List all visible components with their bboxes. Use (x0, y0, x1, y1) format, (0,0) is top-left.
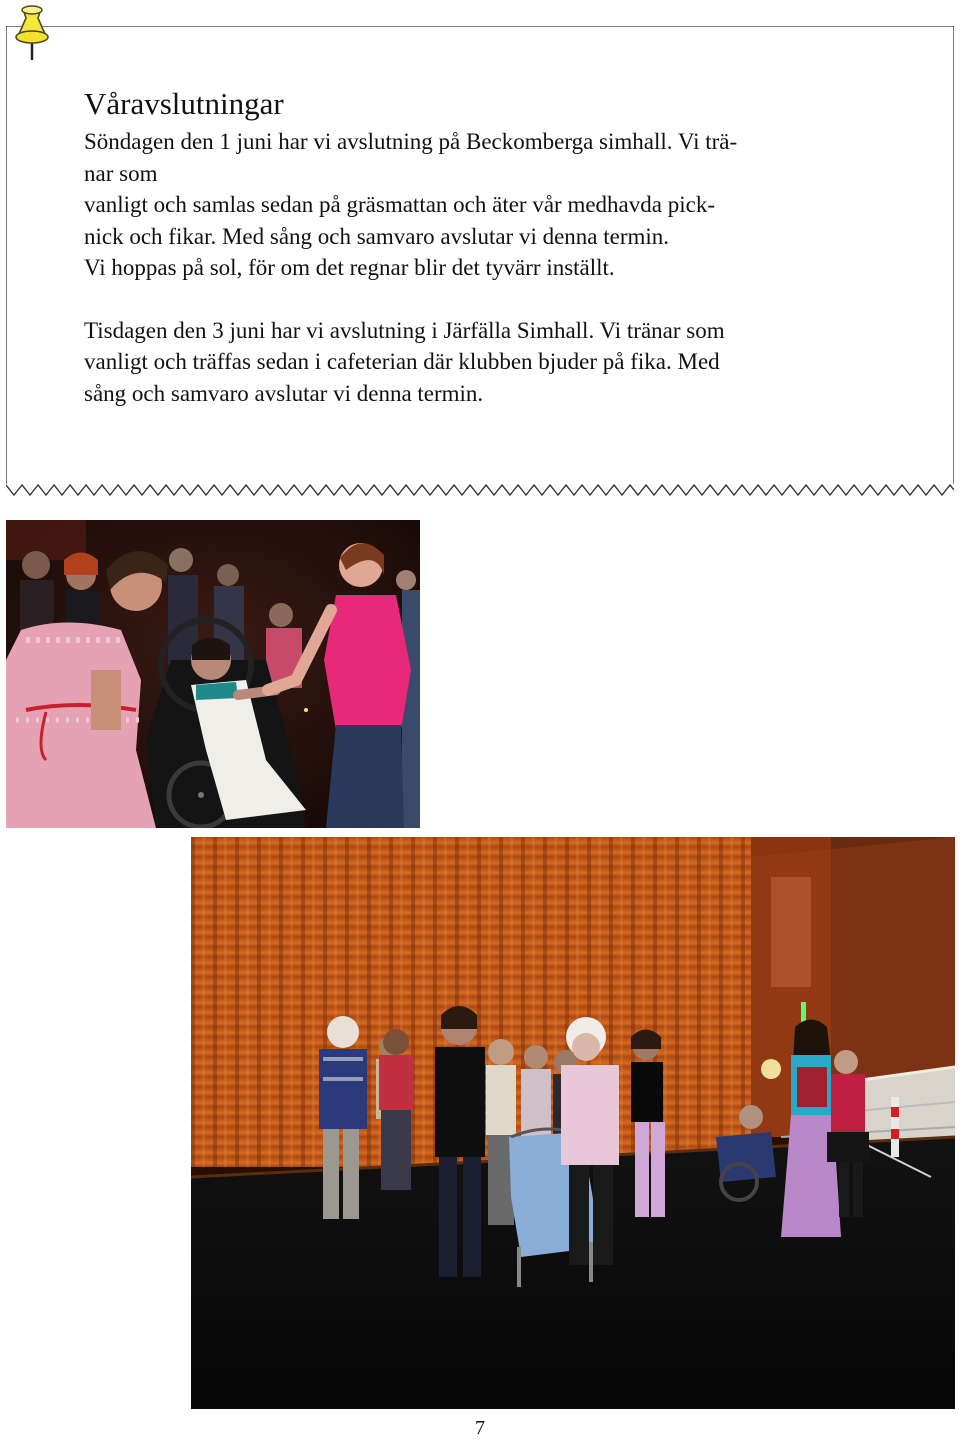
text-line: Vi hoppas på sol, för om det regnar blir det tyvärr inställt. (84, 255, 615, 280)
text-line: Tisdagen den 3 juni har vi avslutning i Järfälla Simhall. Vi tränar som (84, 317, 725, 343)
stage-gathering-photo (191, 837, 955, 1409)
note-content (84, 86, 884, 409)
text-line: nick och fikar. Med sång och samvaro avslutar vi denna termin. (84, 223, 670, 249)
pinned-note (6, 26, 954, 496)
pushpin-icon (10, 4, 52, 62)
text-line: sång och samvaro avslutar vi denna termin. (84, 380, 484, 406)
text-line: vanligt och träffas sedan i cafeterian där klubben bjuder på fika. Med (84, 349, 720, 374)
dance-party-photo (6, 520, 420, 828)
paragraph-beckomberga (84, 126, 884, 284)
note-title: Våravslutningar (84, 86, 284, 121)
text-line: nar som (84, 160, 158, 186)
zigzag-border (6, 485, 954, 495)
paragraph-jarfalla (84, 315, 884, 410)
page-number: 7 (475, 1417, 485, 1439)
text-line: vanligt och samlas sedan på gräsmattan och äter vår medhavda pick- (84, 192, 715, 217)
text-line: Söndagen den 1 juni har vi avslutning på Beckomberga simhall. Vi trä- (84, 129, 738, 154)
